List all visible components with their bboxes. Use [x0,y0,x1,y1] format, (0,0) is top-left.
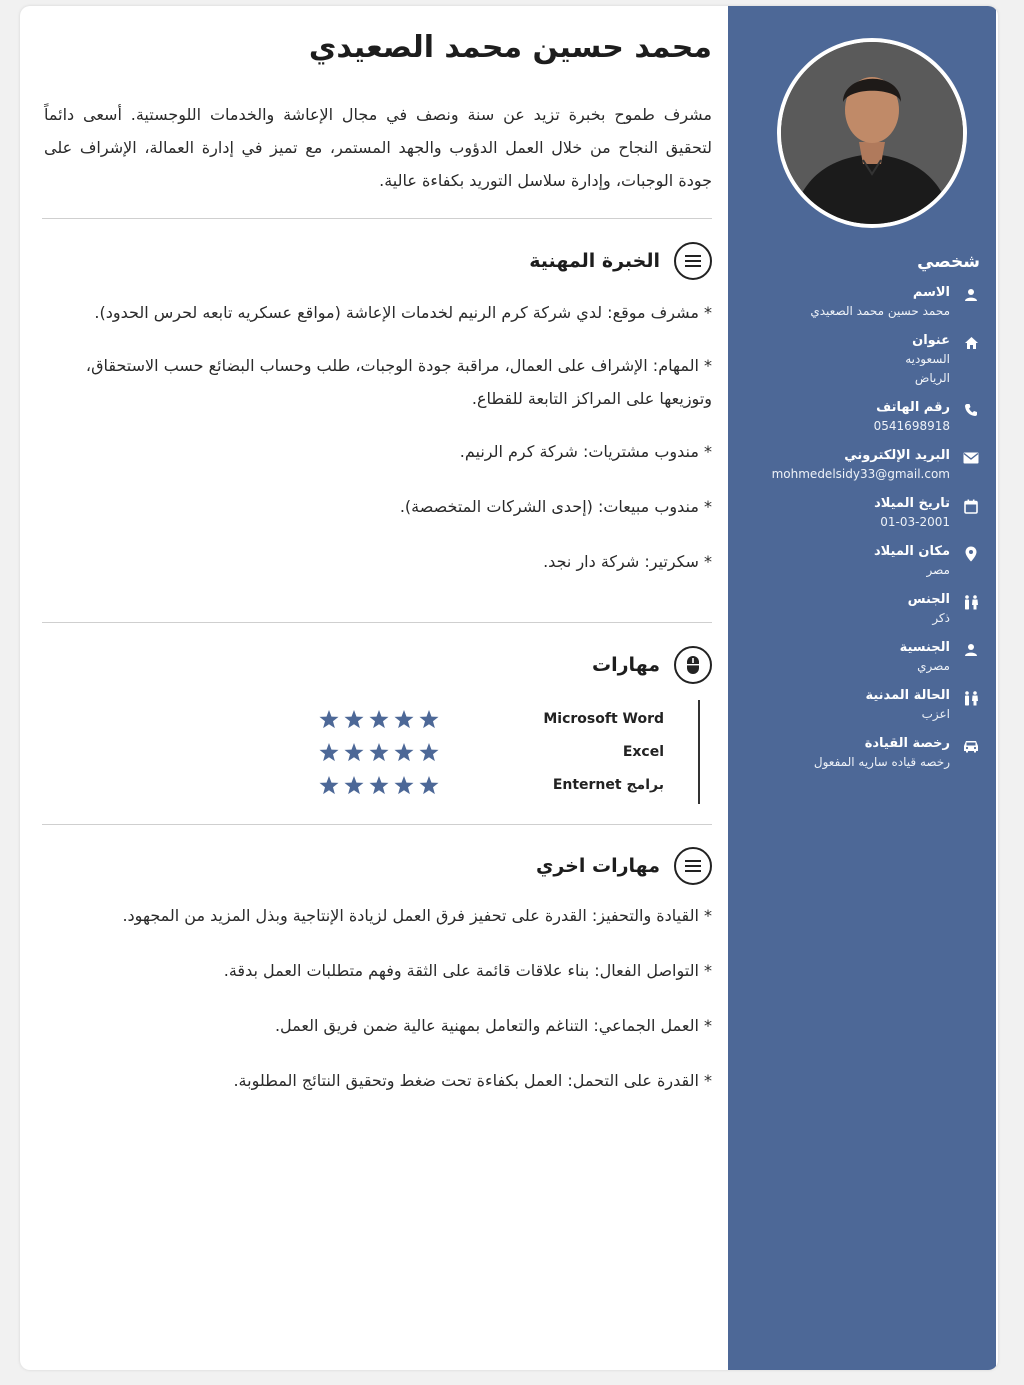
person-icon [962,286,980,304]
list-item: * التواصل الفعال: بناء علاقات قائمة على الثقة وفهم متطلبات العمل بدقة. [223,961,712,980]
field-gender [740,591,980,628]
sidebar [728,6,996,1370]
person-icon [962,641,980,659]
field-nationality [740,639,980,676]
list-icon [674,242,712,280]
profile-photo [777,38,967,228]
field-driving-license [740,735,980,772]
star-icon [319,776,338,794]
list-item: * المهام: الإشراف على العمال، مراقبة جودة الوجبات، طلب وحساب البضائع حسب الاستحقاق، وتوزيعها على المراكز التابعة للقطاع. [85,356,712,408]
car-icon [962,737,980,755]
other-skills-title: مهارات اخري [535,855,660,877]
field-value: ذكر [932,611,950,625]
star-icon [319,710,338,728]
star-icon [369,776,388,794]
candidate-name: محمد حسين محمد الصعيدي [308,30,712,65]
field-label: الاسم [912,285,950,300]
experience-list [42,296,712,578]
star-icon [394,710,413,728]
field-email [740,447,980,484]
star-icon [394,776,413,794]
divider [42,218,712,219]
experience-title: الخبرة المهنية [529,250,660,272]
field-label: الجنسية [899,640,950,655]
skill-rating [318,774,444,798]
star-icon [419,710,438,728]
field-value: مصر [926,563,950,577]
field-label: تاريخ الميلاد [874,496,950,511]
star-icon [344,710,363,728]
field-value: الرياض [914,371,950,385]
mail-icon [962,449,980,467]
personal-fields [740,284,980,783]
field-phone [740,399,980,436]
list-item: * سكرتير: شركة دار نجد. [543,552,712,571]
list-item: * مندوب مشتريات: شركة كرم الرنيم. [459,442,712,461]
field-address [740,332,980,388]
gender-icon [962,593,980,611]
field-label: رقم الهاتف [876,400,950,415]
field-value: رخصه قياده ساريه المفعول [813,755,950,769]
phone-icon [962,401,980,419]
field-marital-status [740,687,980,724]
skill-rating [318,708,444,732]
other-skills-header [536,847,712,885]
other-skills-list [42,899,712,1097]
field-label: الحالة المدنية [865,688,950,703]
star-icon [344,776,363,794]
location-pin-icon [962,545,980,563]
mouse-icon [674,646,712,684]
divider [42,824,712,825]
calendar-icon [962,497,980,515]
field-value: مصري [917,659,950,673]
field-birthdate [740,495,980,532]
home-icon [962,334,980,352]
skill-name: Excel [622,744,664,760]
field-value: 0541698918 [873,419,950,433]
skill-row [318,706,690,736]
list-item: * مشرف موقع: لدي شركة كرم الرنيم لخدمات الإعاشة (مواقع عسكريه تابعه لحرس الحدود). [94,303,712,322]
skills-chart [318,700,700,804]
field-value: mohmedelsidy33@gmail.com [771,467,950,481]
field-value: محمد حسين محمد الصعيدي [810,304,950,318]
field-value: اعزب [921,707,950,721]
resume-page [20,6,998,1370]
field-label: رخصة القيادة [864,736,950,751]
star-icon [419,776,438,794]
list-item: * مندوب مبيعات: (إحدى الشركات المتخصصة). [399,497,712,516]
skill-name: Microsoft Word [543,711,664,727]
star-icon [344,743,363,761]
experience-header [529,242,712,280]
star-icon [369,710,388,728]
list-icon [674,847,712,885]
star-icon [369,743,388,761]
field-label: البريد الإلكتروني [844,448,950,463]
field-value: 01-03-2001 [880,515,950,529]
skill-row [318,772,690,802]
field-label: مكان الميلاد [873,544,950,559]
gender-icon [962,689,980,707]
profile-summary: مشرف طموح بخبرة تزيد عن سنة ونصف في مجال الإعاشة والخدمات اللوجستية. أسعى دائماً لتحقيق النجاح من خلال العمل الدؤوب والجهد المستمر، مع تميز في إدارة العمالة، الإشراف على جودة الوجبات، وإدارة سلاسل التوريد بكفاءة عالية. [44,105,712,190]
main-content [32,6,712,1370]
list-item: * القيادة والتحفيز: القدرة على تحفيز فرق العمل لزيادة الإنتاجية وبذل المزيد من المجهود. [122,906,712,925]
field-label: عنوان [912,333,950,348]
skill-name: برامج Enternet [552,777,664,793]
star-icon [419,743,438,761]
skills-header [592,646,712,684]
field-label: الجنس [907,592,950,607]
star-icon [394,743,413,761]
personal-section-title: شخصي [917,252,980,272]
skill-rating [318,741,444,765]
list-item: * القدرة على التحمل: العمل بكفاءة تحت ضغط وتحقيق النتائج المطلوبة. [233,1071,712,1090]
field-name [740,284,980,321]
skills-title: مهارات [592,654,660,676]
star-icon [319,743,338,761]
list-item: * العمل الجماعي: التناغم والتعامل بمهنية عالية ضمن فريق العمل. [274,1016,712,1035]
field-birthplace [740,543,980,580]
divider [42,622,712,623]
skill-row [318,739,690,769]
field-value: السعوديه [905,352,950,366]
